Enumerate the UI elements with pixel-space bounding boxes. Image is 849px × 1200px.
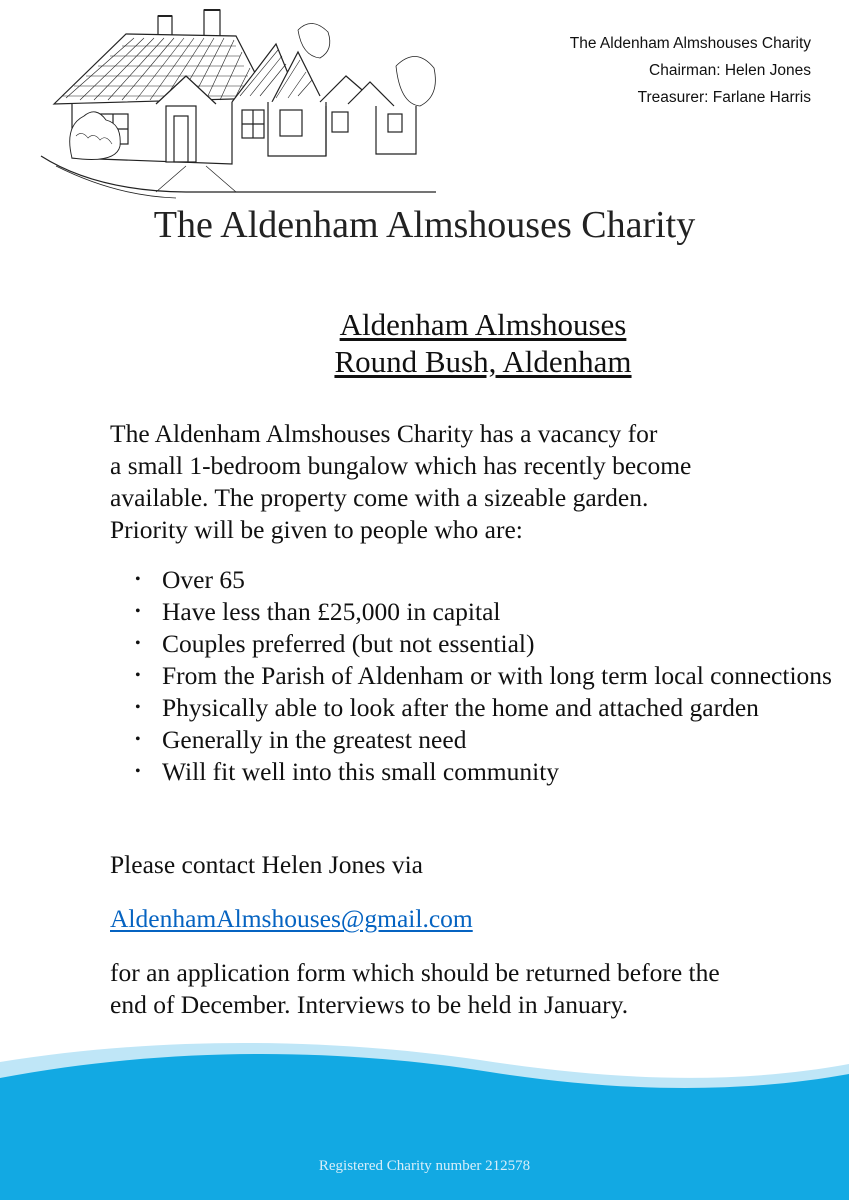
list-item bbox=[130, 692, 840, 724]
list-item bbox=[130, 596, 840, 628]
bullet-icon: • bbox=[135, 571, 141, 588]
charity-title: The Aldenham Almshouses Charity bbox=[153, 204, 696, 246]
list-item-text: From the Parish of Aldenham or with long term local connections bbox=[162, 661, 832, 690]
bullet-icon: • bbox=[135, 763, 141, 780]
footer-wave bbox=[0, 1040, 849, 1200]
email-link[interactable]: AldenhamAlmshouses@gmail.com bbox=[110, 904, 473, 933]
priority-list bbox=[130, 564, 840, 788]
intro-line: Priority will be given to people who are: bbox=[110, 515, 523, 544]
list-item bbox=[130, 628, 840, 660]
list-item bbox=[130, 660, 840, 692]
location-address: Round Bush, Aldenham bbox=[334, 344, 632, 379]
bullet-icon: • bbox=[135, 635, 141, 652]
list-item-text: Have less than £25,000 in capital bbox=[162, 597, 501, 626]
closing-line: end of December. Interviews to be held in January. bbox=[110, 990, 629, 1019]
list-item-text: Couples preferred (but not essential) bbox=[162, 629, 535, 658]
list-item-text: Will fit well into this small community bbox=[162, 757, 560, 786]
location-name: Aldenham Almshouses bbox=[339, 307, 627, 342]
intro-line: available. The property come with a sizeable garden. bbox=[110, 483, 649, 512]
list-item-text: Physically able to look after the home and attached garden bbox=[162, 693, 759, 722]
header-info bbox=[570, 30, 811, 111]
almshouses-illustration bbox=[36, 6, 441, 201]
footer-wave-main bbox=[0, 1054, 849, 1200]
list-item bbox=[130, 724, 840, 756]
header-treasurer: Treasurer: Farlane Harris bbox=[637, 89, 811, 106]
contact-text: Please contact Helen Jones via bbox=[110, 850, 423, 879]
intro-paragraph bbox=[110, 418, 830, 546]
list-item-text: Generally in the greatest need bbox=[162, 725, 467, 754]
header-organisation: The Aldenham Almshouses Charity bbox=[569, 35, 811, 52]
intro-line: a small 1-bedroom bungalow which has recently become bbox=[110, 451, 692, 480]
bullet-icon: • bbox=[135, 731, 141, 748]
bullet-icon: • bbox=[135, 603, 141, 620]
header-chairman: Chairman: Helen Jones bbox=[649, 62, 811, 79]
intro-line: The Aldenham Almshouses Charity has a vacancy for bbox=[110, 419, 658, 448]
bullet-icon: • bbox=[135, 699, 141, 716]
bullet-icon: • bbox=[135, 667, 141, 684]
list-item-text: Over 65 bbox=[162, 565, 245, 594]
registered-charity-number: Registered Charity number 212578 bbox=[318, 1158, 531, 1174]
list-item bbox=[130, 564, 840, 596]
location-heading bbox=[318, 306, 648, 380]
list-item bbox=[130, 756, 840, 788]
closing-line: for an application form which should be returned before the bbox=[110, 958, 720, 987]
closing-paragraph bbox=[110, 957, 840, 1021]
